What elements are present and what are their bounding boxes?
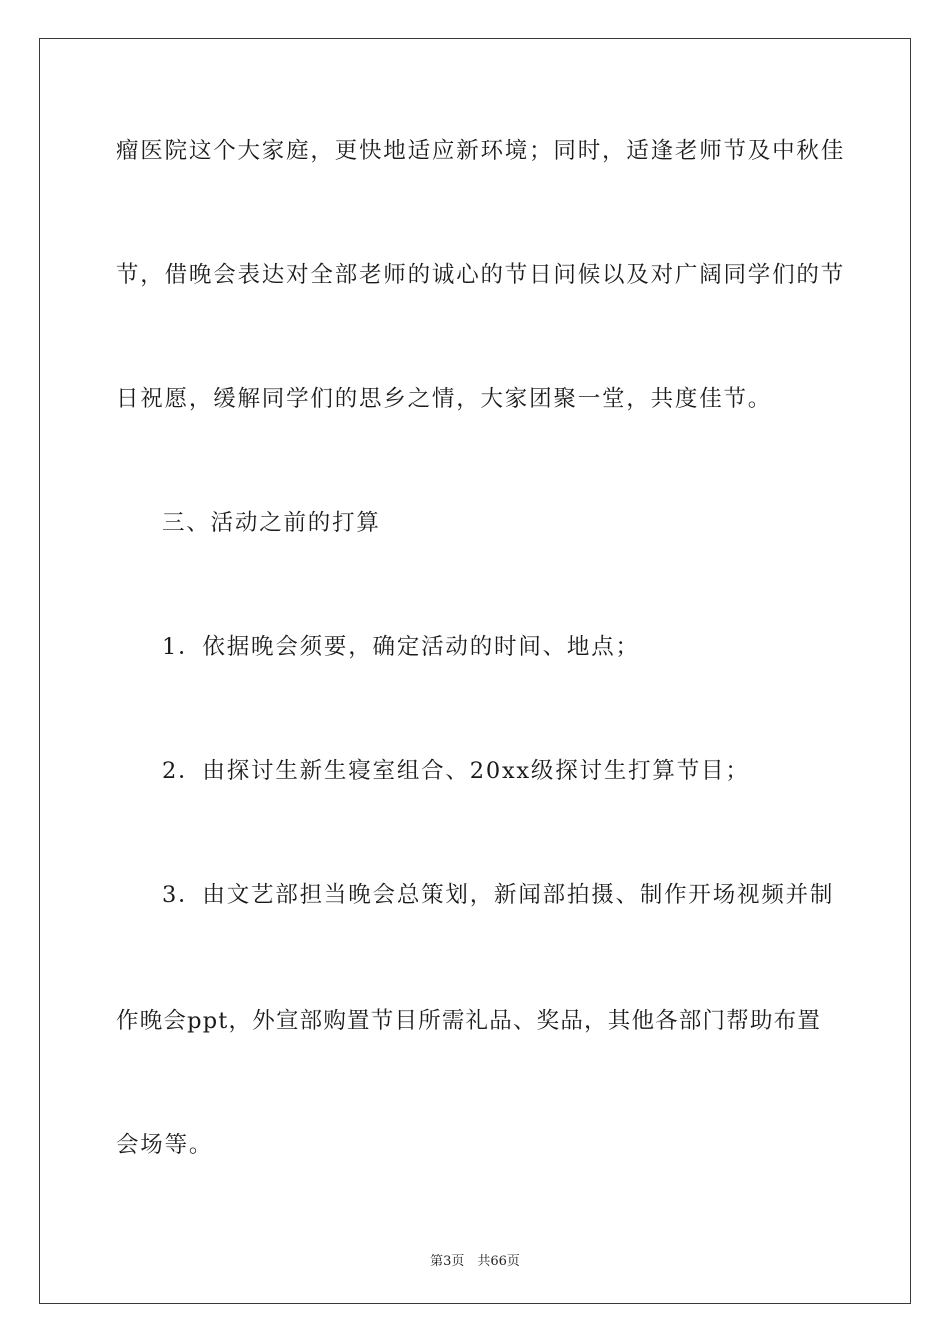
list-item: 3．由文艺部担当晚会总策划，新闻部拍摄、制作开场视频并制 [162, 882, 835, 908]
paragraph-line: 作晚会ppt，外宣部购置节目所需礼品、奖品，其他各部门帮助布置 [116, 1008, 822, 1034]
paragraph-line: 瘤医院这个大家庭，更快地适应新环境；同时，适逢老师节及中秋佳 [116, 138, 846, 164]
page-number: 第3页 共66页 [430, 1254, 520, 1269]
section-heading: 三、活动之前的打算 [162, 510, 381, 536]
paragraph-line: 日祝愿，缓解同学们的思乡之情，大家团聚一堂，共度佳节。 [116, 386, 773, 412]
paragraph-line: 节，借晚会表达对全部老师的诚心的节日问候以及对广阔同学们的节 [116, 262, 846, 288]
list-item: 1．依据晚会须要，确定活动的时间、地点； [162, 634, 640, 660]
page-border [39, 38, 911, 1304]
paragraph-line: 会场等。 [116, 1132, 214, 1158]
list-item: 2．由探讨生新生寝室组合、20xx级探讨生打算节目； [162, 758, 750, 784]
